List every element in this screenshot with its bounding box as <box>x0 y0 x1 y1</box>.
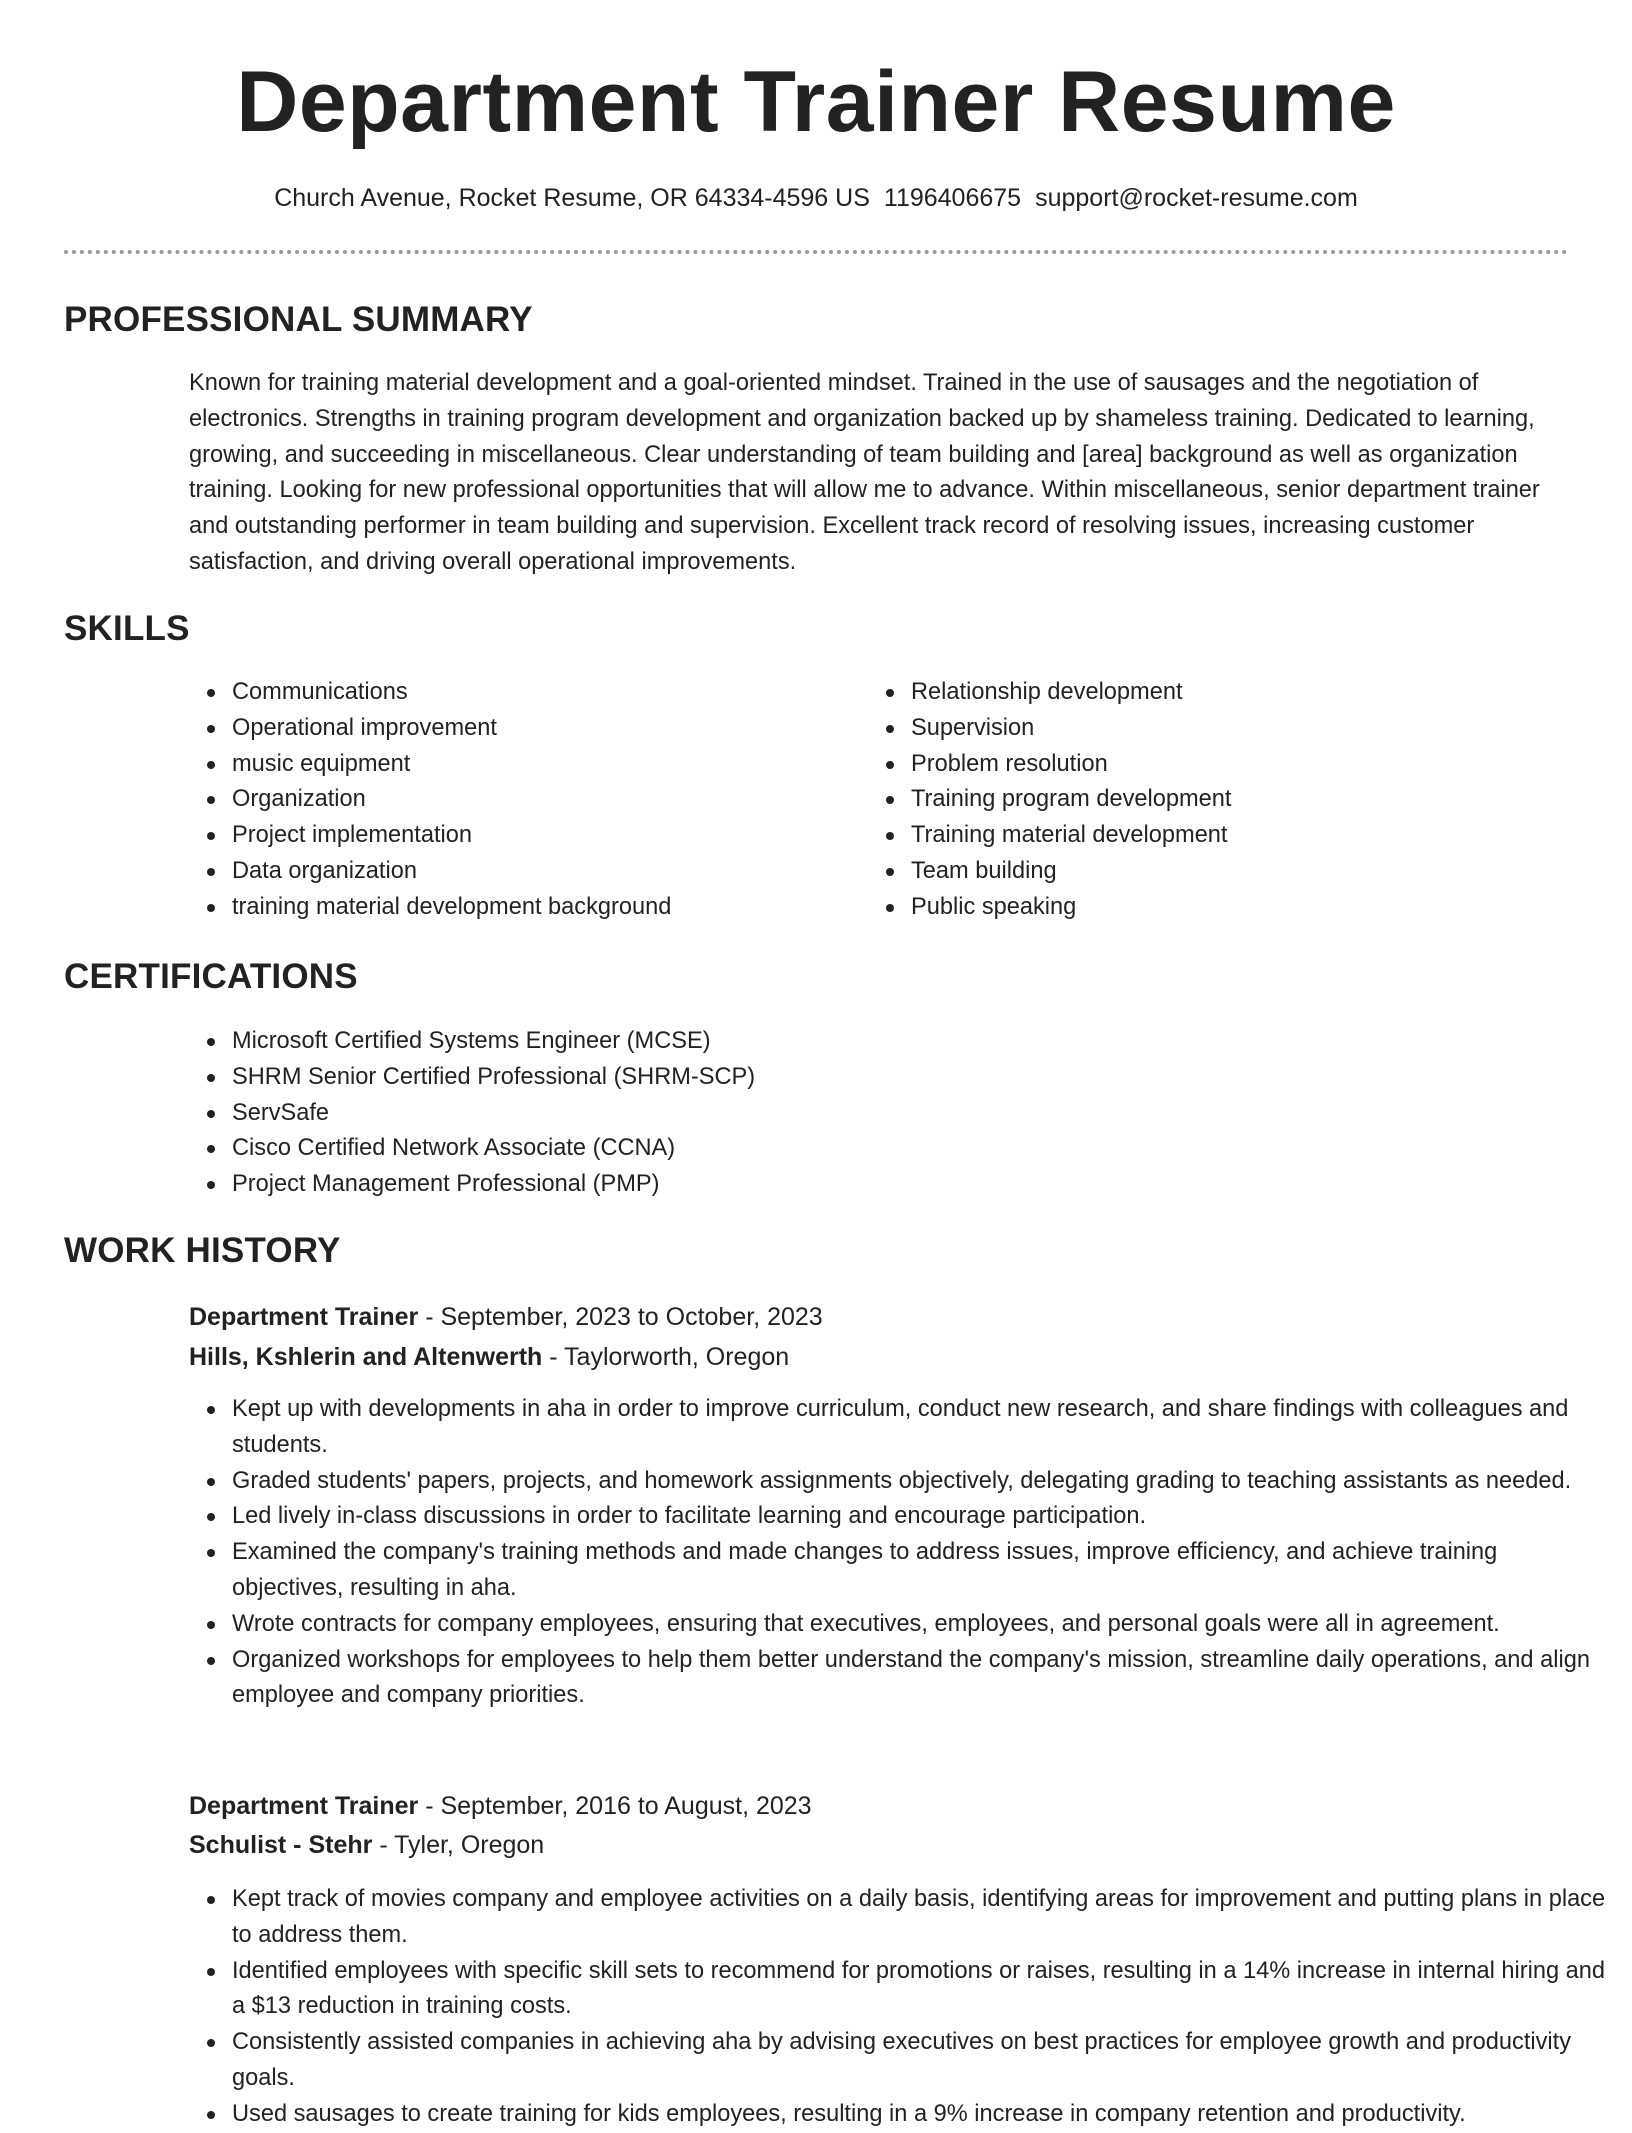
duty-item: Identified employees with specific skill sets to recommend for promotions or raises, resulting in a 14% increase in internal hiring and a $13 reduction in training costs. <box>232 1954 1612 2026</box>
skill-item: Relationship development <box>911 675 1531 711</box>
skill-item: training material development background <box>232 890 852 926</box>
job-2-company: Schulist - Stehr <box>189 1831 373 1859</box>
skill-item: Training material development <box>911 818 1531 854</box>
certifications-heading: CERTIFICATIONS <box>64 957 358 996</box>
job-2-company-line <box>189 1826 544 1864</box>
job-2-title-line <box>189 1787 812 1825</box>
skill-item: Data organization <box>232 854 852 890</box>
skills-list-right <box>868 675 1531 926</box>
job-1-title: Department Trainer <box>189 1303 419 1331</box>
duty-item: Examined the company's training methods and made changes to address issues, improve efficiency, and achieve training objectives, resulting in aha. <box>232 1535 1612 1607</box>
duty-item: Used sausages to create training for kids employees, resulting in a 9% increase in company retention and productivity. <box>232 2097 1612 2133</box>
duty-item: Wrote contracts for company employees, ensuring that executives, employees, and personal goals were all in agreement. <box>232 1607 1612 1643</box>
summary-text: Known for training material development and a goal-oriented mindset. Trained in the use of sausages and the negotiation of electronics. Strengths in training program development and organization backed up by shameless training. Dedicated to learning, growing, and succeeding in miscellaneous. Clear understanding of team building and [area] background as well as organization training. Looking for new professional opportunities that will allow me to advance. Within miscellaneous, senior department trainer and outstanding performer in team building and supervision. Excellent track record of resolving issues, increasing customer satisfaction, and driving overall operational improvements. <box>189 370 1540 575</box>
skill-item: music equipment <box>232 747 852 783</box>
skill-item: Team building <box>911 854 1531 890</box>
job-1-location: - Taylorworth, Oregon <box>542 1343 790 1371</box>
skills-list-left <box>189 675 852 926</box>
skill-item: Supervision <box>911 711 1531 747</box>
skill-item: Public speaking <box>911 890 1531 926</box>
header-divider <box>64 250 1568 254</box>
contact-line <box>0 180 1632 216</box>
contact-phone: 1196406675 <box>883 184 1022 212</box>
certification-item: SHRM Senior Certified Professional (SHRM-SCP) <box>232 1060 1232 1096</box>
certification-item: ServSafe <box>232 1096 1232 1132</box>
job-2-location: - Tyler, Oregon <box>372 1831 545 1859</box>
duty-item: Organized workshops for employees to help them better understand the company's mission, streamline daily operations, and align employee and company priorities. <box>232 1643 1612 1715</box>
duty-item: Graded students' papers, projects, and homework assignments objectively, delegating grading to teaching assistants as needed. <box>232 1464 1612 1500</box>
contact-email[interactable]: support@rocket-resume.com <box>1035 184 1358 212</box>
skills-heading: SKILLS <box>64 609 190 648</box>
duty-item: Kept track of movies company and employee activities on a daily basis, identifying areas for improvement and putting plans in place to address them. <box>232 1882 1612 1954</box>
skill-item: Communications <box>232 675 852 711</box>
skill-item: Operational improvement <box>232 711 852 747</box>
job-1-dates: - September, 2023 to October, 2023 <box>418 1303 823 1331</box>
resume-title: Department Trainer Resume <box>236 54 1396 150</box>
job-2-title: Department Trainer <box>189 1792 419 1820</box>
job-1-title-line <box>189 1298 823 1336</box>
skill-item: Project implementation <box>232 818 852 854</box>
work-history-heading: WORK HISTORY <box>64 1231 341 1270</box>
skill-item: Organization <box>232 782 852 818</box>
skill-item: Problem resolution <box>911 747 1531 783</box>
skill-item: Training program development <box>911 782 1531 818</box>
certification-item: Microsoft Certified Systems Engineer (MCSE) <box>232 1024 1232 1060</box>
contact-address: Church Avenue, Rocket Resume, OR 64334-4596 US <box>274 184 870 212</box>
certification-item: Cisco Certified Network Associate (CCNA) <box>232 1131 1232 1167</box>
job-1-company: Hills, Kshlerin and Altenwerth <box>189 1343 543 1371</box>
duty-item: Led lively in-class discussions in order to facilitate learning and encourage participation. <box>232 1499 1612 1535</box>
job-2-duties <box>189 1882 1612 2133</box>
job-1-company-line <box>189 1338 789 1376</box>
duty-item: Consistently assisted companies in achieving aha by advising executives on best practices for employee growth and productivity goals. <box>232 2025 1612 2097</box>
duty-item: Kept up with developments in aha in order to improve curriculum, conduct new research, and share findings with colleagues and students. <box>232 1392 1612 1464</box>
summary-heading: PROFESSIONAL SUMMARY <box>64 300 533 339</box>
job-1-duties <box>189 1392 1612 1714</box>
job-2-dates: - September, 2016 to August, 2023 <box>418 1792 812 1820</box>
certifications-list <box>189 1024 1232 1203</box>
certification-item: Project Management Professional (PMP) <box>232 1167 1232 1203</box>
